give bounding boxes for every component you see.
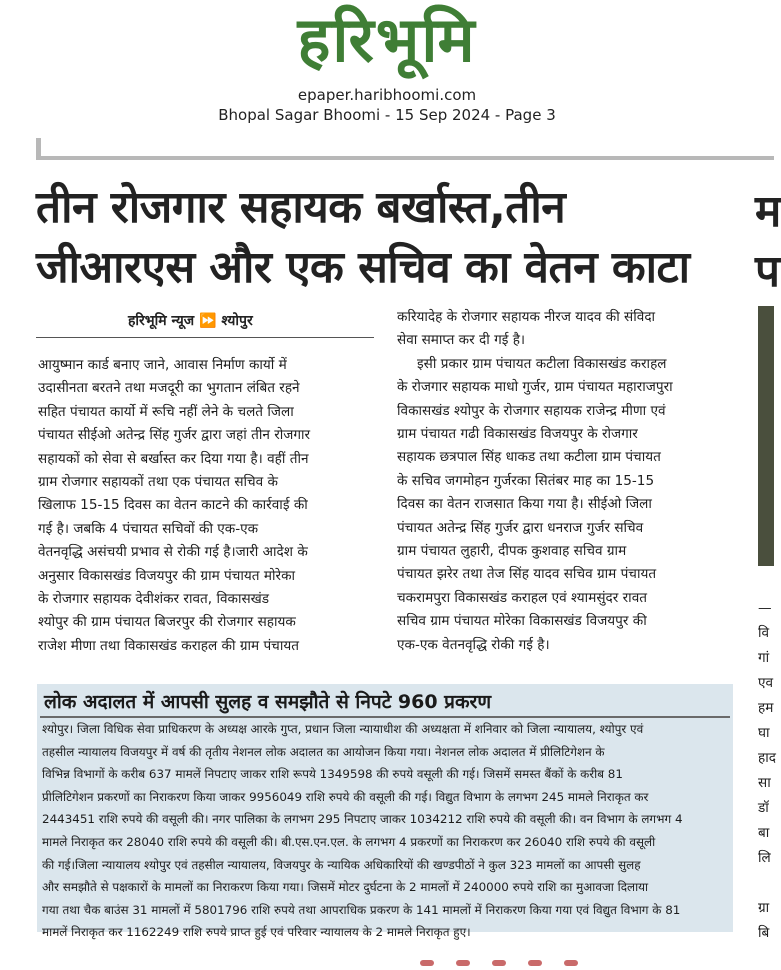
fragment-text-line <box>758 871 776 896</box>
article-text-line: सेवा समाप्त कर दी गई है। <box>397 332 526 349</box>
article-text-line: सहायकों को सेवा से बर्खास्त कर दिया गया है। वहीं तीन <box>38 450 309 467</box>
box-text-line: गया तथा चैक बाउंस 31 मामलों में 5801796 राशि रुपये तथा आपराधिक प्रकरण के 141 मामलों में निराकरण किया गया एवं विद्युत विभाग के 81 <box>42 902 681 917</box>
newspaper-logo: हरिभूमि <box>297 3 477 76</box>
lok-adalat-title: लोक अदालत में आपसी सुलह व समझौते से निपटे 960 प्रकरण <box>44 691 492 713</box>
next-article-photo-fragment <box>758 306 774 566</box>
article-text-line: पंचायत झरेर तथा तेज सिंह यादव सचिव ग्राम पंचायत <box>397 566 657 583</box>
edition-info: Bhopal Sagar Bhoomi - 15 Sep 2024 - Page 3 <box>218 106 556 124</box>
article-text-line: दिवस का वेतन राजसात किया गया है। सीईओ जिला <box>397 496 652 513</box>
box-text-line: और समझौते से पक्षकारों के मामलों का निराकरण किया गया। जिसमें मोटर दुर्घटना के 2 मामलों में 240000 रुपये राशि का मुआवजा दिलाया <box>42 880 649 895</box>
article-text-line: आयुष्मान कार्ड बनाए जाने, आवास निर्माण कार्यो में <box>38 357 287 373</box>
article-text-line: अनुसार विकासखंड विजयपुर की ग्राम पंचायत मोरेका <box>38 567 296 584</box>
article-text-line: सचिव ग्राम पंचायत मोरेका विकासखंड विजयपुर की <box>397 613 647 630</box>
article-text-line: चकरामपुरा विकासखंड कराहल एवं श्यामसुंदर रावत <box>397 589 648 606</box>
fragment-text-line: ग्रा <box>758 900 770 916</box>
byline-rule <box>36 337 374 338</box>
box-text-line: प्रीलिटिगेशन प्रकरणों का निराकरण किया जाकर 9956049 राशि रुपये की वसूली की गई। विद्युत विभाग के लगभग 245 मामले निराकृत कर <box>42 789 649 804</box>
fragment-text-line: सा <box>758 775 771 791</box>
byline-arrow-icon: ⏩ <box>199 313 217 329</box>
fragment-text-line: डॉ <box>758 800 769 816</box>
next-article-headline-fragment-2: प <box>755 246 780 297</box>
article-text-line: वेतनवृद्धि असंचयी प्रभाव से रोकी गई है।जारी आदेश के <box>38 544 308 561</box>
article-text-line: के रोजगार सहायक माधो गुर्जर, ग्राम पंचायत महाराजपुरा <box>397 379 673 396</box>
fragment-text-line: वि <box>758 625 770 641</box>
article-text-line: सहायक छत्रपाल सिंह धाकड तथा कटीला ग्राम पंचायत <box>397 449 661 466</box>
article-text-line: इसी प्रकार ग्राम पंचायत कटीला विकासखंड कराहल <box>417 355 667 372</box>
byline-source: हरिभूमि न्यूज <box>128 313 195 329</box>
top-rule <box>36 156 774 160</box>
byline <box>128 311 253 331</box>
box-text-line: 2443451 राशि रुपये की वसूली की। नगर पालिका के लगभग 295 निपटाए जाकर 1034212 राशि रुपये की वसूली की। वन विभाग के लगभग 4 <box>42 812 683 827</box>
article-text-line: राजेश मीणा तथा विकासखंड कराहल की ग्राम पंचायत <box>38 637 299 654</box>
fragment-text-line: घा <box>758 725 770 741</box>
fragment-text-line: लि <box>758 850 771 866</box>
article-text-line: के रोजगार सहायक देवीशंकर रावत, विकासखंड <box>38 591 270 608</box>
byline-place: श्योपुर <box>221 313 253 329</box>
fragment-text-line: — <box>758 600 772 616</box>
fragment-text-line: बि <box>758 925 770 941</box>
headline-line-2: जीआरएस और एक सचिव का वेतन काटा <box>36 242 690 293</box>
next-article-text-fragment <box>758 596 776 946</box>
article-text-line: करियादेह के रोजगार सहायक नीरज यादव की संविदा <box>397 309 656 325</box>
article-text-line: गई है। जबकि 4 पंचायत सचिवों की एक-एक <box>38 520 259 537</box>
article-headline <box>36 178 736 298</box>
article-text-line: पंचायत अतेन्द्र सिंह गुर्जर द्वारा धनराज गुर्जर सचिव <box>397 519 644 536</box>
next-page-fragment <box>420 951 680 961</box>
article-column-1 <box>38 354 374 658</box>
article-text-line: ग्राम पंचायत लुहारी, दीपक कुशवाह सचिव ग्राम <box>397 543 627 560</box>
article-text-line: सहित पंचायत कार्यो में रूचि नहीं लेने के चलते जिला <box>38 403 294 420</box>
headline-line-1: तीन रोजगार सहायक बर्खास्त,तीन <box>36 182 566 233</box>
article-text-line: एक-एक वेतनवृद्धि रोकी गई है। <box>397 636 550 653</box>
fragment-text-line: हाद <box>758 750 776 766</box>
article-column-2 <box>397 306 734 657</box>
article-text-line: के सचिव जगमोहन गुर्जरका सितंबर माह का 15-15 <box>397 472 655 489</box>
article-text-line: विकासखंड श्योपुर के रोजगार सहायक राजेन्द्र मीणा एवं <box>397 402 666 419</box>
article-text-line: पंचायत सीईओ अतेन्द्र सिंह गुर्जर द्वारा जहां तीन रोजगार <box>38 427 311 444</box>
box-text-line: मामलें निराकृत कर 1162249 राशि रुपये प्राप्त हुई एवं परिवार न्यायालय के 2 मामले निराकृत हुए। <box>42 925 471 940</box>
box-text-line: तहसील न्यायालय विजयपुर में वर्ष की तृतीय नेशनल लोक अदालत का आयोजन किया गया। नेशनल लोक अदालत में प्रीलिटिगेशन के <box>42 744 605 759</box>
lok-adalat-body <box>42 718 728 944</box>
fragment-text-line: बा <box>758 825 770 841</box>
article-text-line: ग्राम रोजगार सहायकों तथा एक पंचायत सचिव के <box>38 474 278 491</box>
masthead <box>0 0 774 130</box>
article-text-line: उदासीनता बरतने तथा मजदूरी का भुगतान लंबित रहने <box>38 380 300 397</box>
box-text-line: विभिन्न विभागों के करीब 637 मामलें निपटाए जाकर राशि रूपये 1349598 की रुपये वसूली की गई। जिसमें समस्त बैंकों के करीब 81 <box>42 767 623 782</box>
fragment-text-line: हम <box>758 700 774 716</box>
fragment-text-line: एव <box>758 675 774 691</box>
box-text-line: की गई।जिला न्यायालय श्योपुर एवं तहसील न्यायालय, विजयपुर के न्यायिक अधिकारियों की खण्डपीठों ने कुल 323 मामलों का आपसी सुलह <box>42 857 641 872</box>
article-text-line: श्योपुर की ग्राम पंचायत बिजरपुर की रोजगार सहायक <box>38 614 296 631</box>
box-text-line: मामले निराकृत कर 28040 राशि रुपये की वसूली की। बी.एस.एन.एल. के लगभग 4 प्रकरणों का निराकरण कर 26040 राशि रुपये की वसूली <box>42 834 656 849</box>
article-text-line: खिलाफ 15-15 दिवस का वेतन काटने की कार्रवाई की <box>38 497 308 514</box>
article-text-line: ग्राम पंचायत गढी विकासखंड विजयपुर के रोजगार <box>397 426 638 443</box>
epaper-url[interactable]: epaper.haribhoomi.com <box>297 86 477 104</box>
fragment-text-line: गां <box>758 650 770 666</box>
box-text-line: श्योपुर। जिला विधिक सेवा प्राधिकरण के अध्यक्ष आरके गुप्त, प्रधान जिला न्यायाधीश की अध्यक्षता में शनिवार को जिला न्यायालय, श्योपुर एवं <box>42 722 644 736</box>
next-article-headline-fragment-1: म <box>755 186 781 237</box>
